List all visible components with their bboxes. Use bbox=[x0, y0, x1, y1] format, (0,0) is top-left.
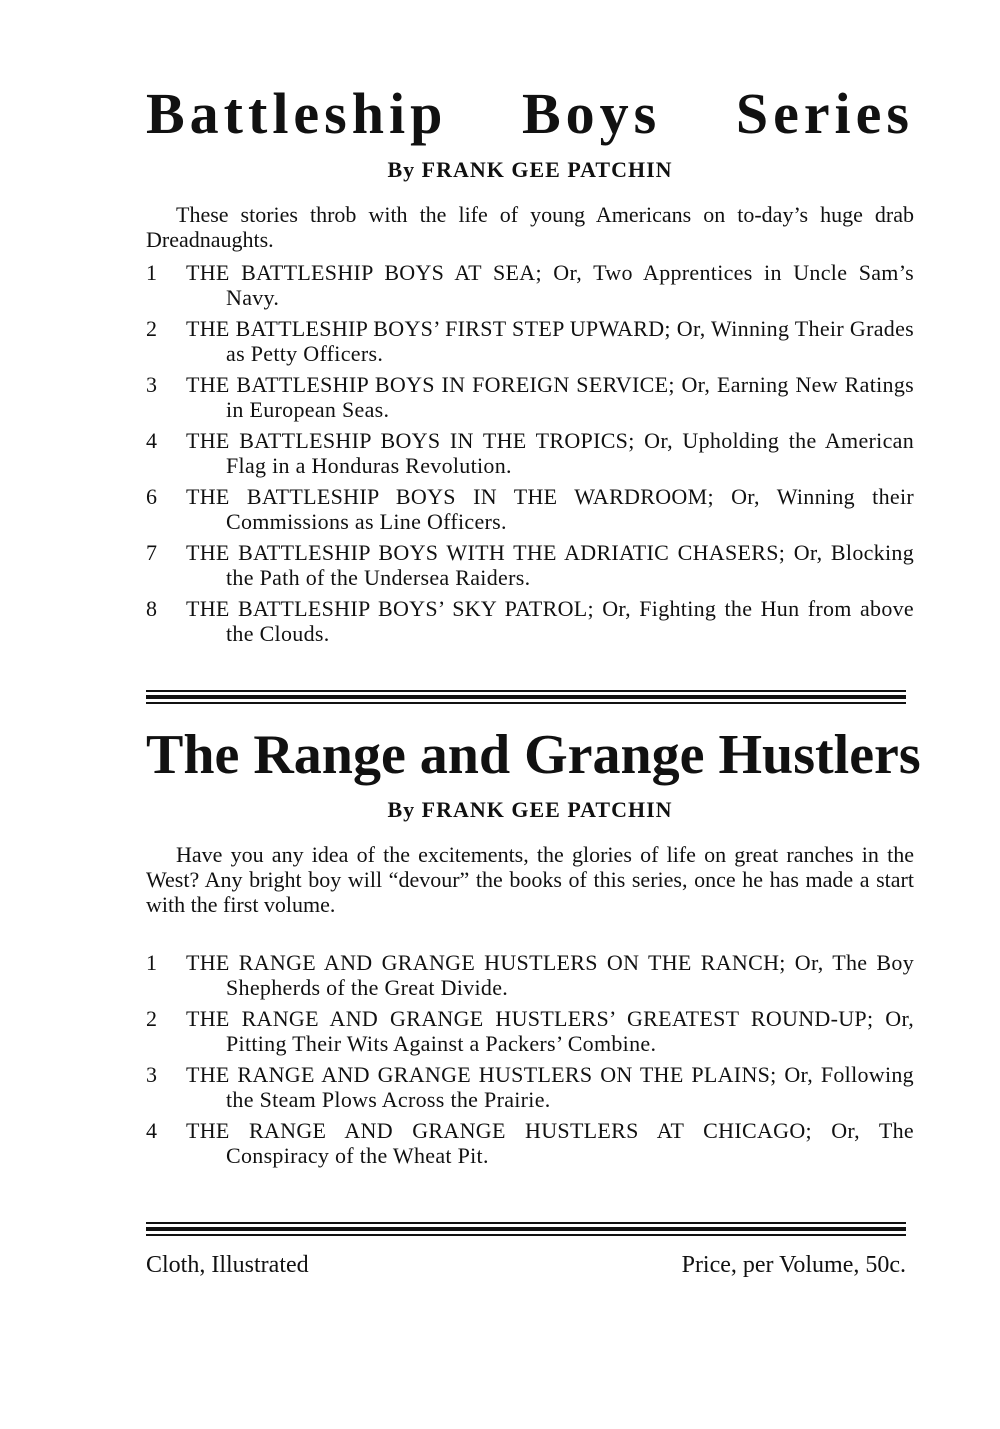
book-number: 2 bbox=[146, 1006, 157, 1031]
section-divider bbox=[146, 690, 906, 707]
list-item bbox=[146, 596, 914, 646]
book-number: 4 bbox=[146, 1118, 157, 1143]
list-item bbox=[146, 540, 914, 590]
book-title: THE BATTLESHIP BOYS AT SEA; Or, Two Apprentices in Uncle Sam’s Navy. bbox=[186, 260, 914, 310]
book-title: THE RANGE AND GRANGE HUSTLERS AT CHICAGO; Or, The Conspiracy of the Wheat Pit. bbox=[186, 1118, 914, 1168]
book-title: THE BATTLESHIP BOYS WITH THE ADRIATIC CHASERS; Or, Blocking the Path of the Undersea Raiders. bbox=[186, 540, 914, 590]
book-title: THE BATTLESHIP BOYS’ FIRST STEP UPWARD; Or, Winning Their Grades as Petty Officers. bbox=[186, 316, 914, 366]
book-number: 7 bbox=[146, 540, 157, 565]
list-item bbox=[146, 950, 914, 1000]
book-title: THE RANGE AND GRANGE HUSTLERS ON THE RANCH; Or, The Boy Shepherds of the Great Divide. bbox=[186, 950, 914, 1000]
list-item bbox=[146, 260, 914, 310]
book-title: THE RANGE AND GRANGE HUSTLERS’ GREATEST ROUND-UP; Or, Pitting Their Wits Against a Packers’ Combine. bbox=[186, 1006, 914, 1056]
price-note: Price, per Volume, 50c. bbox=[681, 1252, 906, 1278]
book-number: 3 bbox=[146, 372, 157, 397]
list-item bbox=[146, 484, 914, 534]
book-number: 3 bbox=[146, 1062, 157, 1087]
book-number: 1 bbox=[146, 950, 157, 975]
list-item bbox=[146, 372, 914, 422]
list-item bbox=[146, 428, 914, 478]
binding-note: Cloth, Illustrated bbox=[146, 1252, 309, 1278]
book-number: 2 bbox=[146, 316, 157, 341]
book-list-battleship-boys bbox=[146, 260, 914, 652]
list-item bbox=[146, 1118, 914, 1168]
series-byline-battleship-boys: By FRANK GEE PATCHIN bbox=[387, 157, 673, 182]
book-number: 4 bbox=[146, 428, 157, 453]
series-byline-range-grange: By FRANK GEE PATCHIN bbox=[387, 797, 673, 822]
list-item bbox=[146, 1062, 914, 1112]
book-title: THE RANGE AND GRANGE HUSTLERS ON THE PLAINS; Or, Following the Steam Plows Across the Prairie. bbox=[186, 1062, 914, 1112]
book-number: 1 bbox=[146, 260, 157, 285]
list-item bbox=[146, 1006, 914, 1056]
list-item bbox=[146, 316, 914, 366]
book-title: THE BATTLESHIP BOYS’ SKY PATROL; Or, Fighting the Hun from above the Clouds. bbox=[186, 596, 914, 646]
book-title: THE BATTLESHIP BOYS IN THE WARDROOM; Or, Winning their Commissions as Line Officers. bbox=[186, 484, 914, 534]
series-title-battleship-boys: Battleship Boys Series bbox=[146, 81, 914, 146]
series-intro-battleship-boys: These stories throb with the life of young Americans on to-day’s huge drab Dreadnaughts. bbox=[146, 202, 914, 252]
section-divider bbox=[146, 1222, 906, 1239]
series-title-range-grange: The Range and Grange Hustlers bbox=[146, 724, 921, 786]
series-intro-range-grange: Have you any idea of the excitements, the glories of life on great ranches in the West? Any bright boy will “devour” the books of this series, once he has made a start with the first volume. bbox=[146, 842, 914, 917]
book-title: THE BATTLESHIP BOYS IN THE TROPICS; Or, Upholding the American Flag in a Honduras Revolution. bbox=[186, 428, 914, 478]
book-title: THE BATTLESHIP BOYS IN FOREIGN SERVICE; Or, Earning New Ratings in European Seas. bbox=[186, 372, 914, 422]
book-number: 8 bbox=[146, 596, 157, 621]
book-list-range-grange bbox=[146, 950, 914, 1174]
book-number: 6 bbox=[146, 484, 157, 509]
